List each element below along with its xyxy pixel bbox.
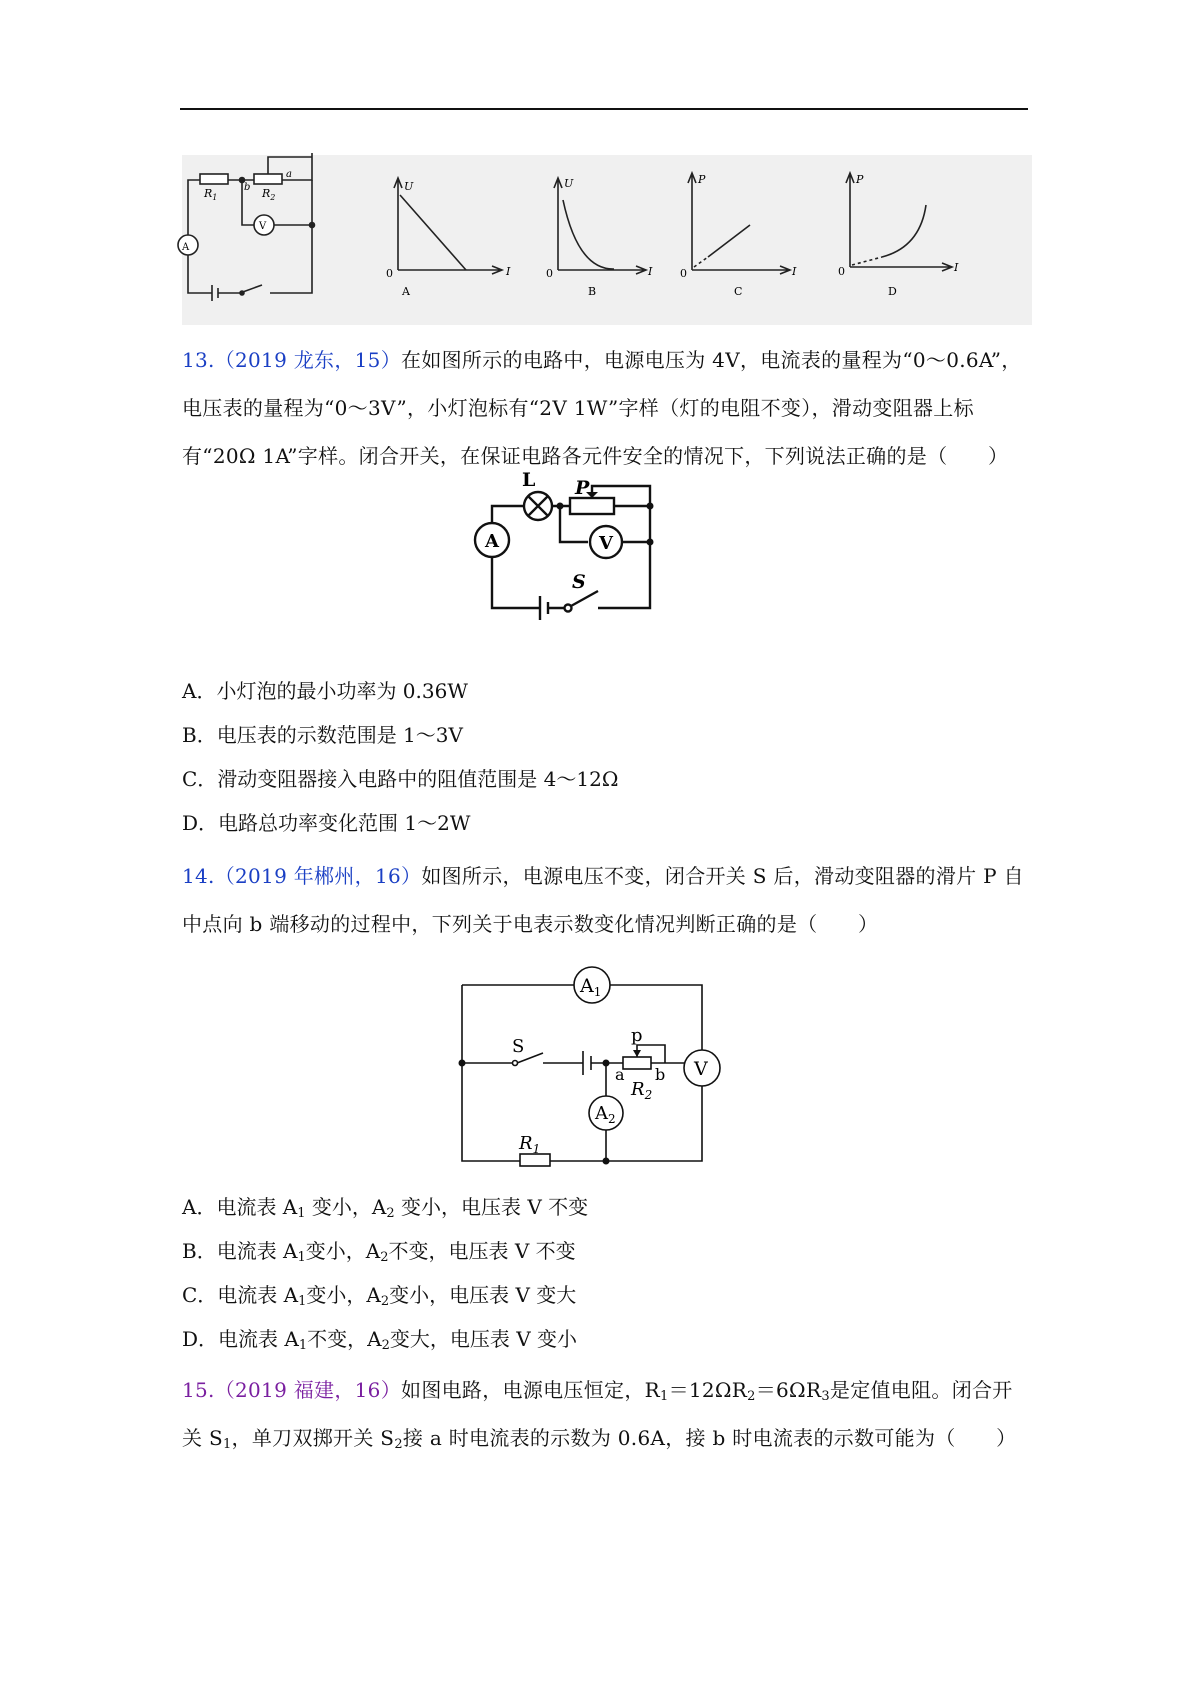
graph-b-origin: 0: [546, 267, 553, 280]
q14-option-b-part2: 变小，A: [305, 1239, 381, 1263]
q14-option-a-part3: 变小，电压表 V 不变: [394, 1195, 589, 1219]
graph-d-origin: 0: [838, 265, 845, 278]
q14-r1-label: $R_1$: [519, 1133, 541, 1156]
graph-b-ylabel: U: [564, 177, 574, 190]
q14-voltmeter-label: V: [694, 1058, 708, 1080]
q14-option-d-sub2: 2: [381, 1338, 390, 1353]
q14-a-label: a: [615, 1065, 625, 1084]
graph-a-origin: 0: [386, 267, 393, 280]
q15-sub-1: 1: [659, 1389, 669, 1404]
q14-option-c-part3: 变小，电压表 V 变大: [389, 1283, 577, 1307]
q14-switch-label: S: [512, 1036, 525, 1057]
q14-option-a-part1: A．电流表 A: [182, 1195, 298, 1219]
q15-sub-5: 2: [394, 1437, 403, 1452]
circuit-r1-label: $R_1$: [204, 187, 218, 202]
q14-source: 14.（2019 年郴州，16）: [182, 864, 422, 888]
graph-c-letter: C: [734, 285, 743, 298]
circuit-b-label: b: [244, 182, 251, 193]
q13-stem: [182, 336, 1032, 480]
graph-options-figure: [182, 155, 1032, 325]
q14-ammeter-a2-label: $A_2$: [595, 1103, 616, 1126]
graphs-svg: [182, 155, 1032, 325]
q14-option-c-part1: C．电流表 A: [182, 1283, 299, 1307]
q15-text-6: 接 a 时电流表的示数为 0.6A，接 b 时电流表的示数可能为（ ）: [402, 1426, 1017, 1450]
circuit-ammeter-label: A: [182, 242, 190, 253]
q14-b-label: b: [655, 1065, 666, 1084]
graph-b-xlabel: I: [648, 265, 653, 278]
graph-c-origin: 0: [680, 267, 687, 280]
q13-text: 在如图所示的电路中，电源电压为 4V，电流表的量程为“0～0.6A”，电压表的量程为“0～3V”，小灯泡标有“2V 1W”字样（灯的电阻不变），滑动变阻器上标有“20Ω 1A”字样。闭合开关，在保证电路各元件安全的情况下，下列说法正确的是（ ）: [182, 348, 1022, 468]
q14-option-a-sub1: 1: [297, 1206, 306, 1221]
q15-sub-4: 1: [222, 1437, 232, 1452]
q15-source: 15.（2019 福建，16）: [182, 1378, 402, 1402]
q14-option-b[interactable]: [182, 1236, 576, 1266]
q14-option-c-sub2: 2: [380, 1294, 390, 1309]
q15-text-5: ，单刀双掷开关 S: [231, 1426, 395, 1450]
q15-text-2: ＝12ΩR: [668, 1378, 748, 1402]
circuit-voltmeter-label: V: [259, 221, 267, 232]
graph-c-xlabel: I: [792, 265, 797, 278]
q13-slider-label: P: [575, 477, 590, 499]
q14-slider-label: p: [631, 1025, 643, 1046]
q14-r2-label: $R_2$: [631, 1079, 653, 1102]
q14-option-d-part3: 变大，电压表 V 变小: [389, 1327, 578, 1351]
q13-voltmeter-label: V: [599, 533, 613, 554]
q15-text-4: 是定值电阻。闭合开关 S: [182, 1378, 1013, 1450]
q14-option-d-part1: D．电流表 A: [182, 1327, 299, 1351]
graph-a-letter: A: [402, 285, 410, 298]
graph-a-ylabel: U: [404, 180, 414, 193]
q13-option-c[interactable]: C．滑动变阻器接入电路中的阻值范围是 4～12Ω: [182, 767, 619, 791]
q14-text: 如图所示，电源电压不变，闭合开关 S 后，滑动变阻器的滑片 P 自中点向 b 端移动的过程中，下列关于电表示数变化情况判断正确的是（ ）: [182, 864, 1024, 936]
circuit-r2-label: $R_2$: [262, 187, 276, 202]
q14-option-d-sub1: 1: [298, 1338, 308, 1353]
q13-lamp-label: L: [522, 469, 536, 491]
q14-option-b-part1: B．电流表 A: [182, 1239, 298, 1263]
q14-ammeter-a1-label: $A_1$: [580, 975, 602, 999]
q14-option-b-part3: 不变，电压表 V 不变: [388, 1239, 576, 1263]
q15-text-3: ＝6ΩR: [755, 1378, 822, 1402]
q13-switch-label: S: [572, 571, 586, 593]
q14-option-a-part2: 变小，A: [305, 1195, 387, 1219]
q14-stem: [182, 852, 1032, 948]
graph-c-ylabel: P: [698, 173, 706, 186]
q15-stem: [182, 1366, 1032, 1462]
q13-option-b[interactable]: B．电压表的示数范围是 1～3V: [182, 723, 463, 747]
graph-b-letter: B: [588, 285, 597, 298]
q14-option-c[interactable]: [182, 1280, 576, 1310]
q14-option-a-sub2: 2: [386, 1206, 395, 1221]
q14-option-b-sub2: 2: [380, 1250, 389, 1265]
q14-option-d[interactable]: [182, 1324, 577, 1354]
q14-option-c-part2: 变小，A: [306, 1283, 381, 1307]
graph-a-xlabel: I: [506, 265, 511, 278]
graph-d-ylabel: P: [856, 173, 864, 186]
q14-option-d-part2: 不变，A: [307, 1327, 382, 1351]
graph-d-letter: D: [888, 285, 897, 298]
q13-ammeter-label: A: [485, 531, 499, 552]
q13-option-a[interactable]: A．小灯泡的最小功率为 0.36W: [182, 679, 468, 703]
q14-option-a[interactable]: [182, 1192, 588, 1222]
graph-d-xlabel: I: [954, 261, 959, 274]
q14-option-b-sub1: 1: [297, 1250, 306, 1265]
q14-option-c-sub1: 1: [298, 1294, 307, 1309]
circuit-a-label: a: [286, 169, 292, 180]
q15-text-1: 如图电路，电源电压恒定，R: [401, 1378, 660, 1402]
header-rule: [180, 108, 1028, 110]
q13-source: 13.（2019 龙东，15）: [182, 348, 402, 372]
q15-sub-2: 2: [747, 1389, 756, 1404]
q13-option-d[interactable]: D．电路总功率变化范围 1～2W: [182, 811, 471, 835]
q15-sub-3: 3: [821, 1389, 830, 1404]
q14-circuit-diagram: [455, 955, 750, 1165]
q13-circuit-diagram: [480, 469, 710, 638]
